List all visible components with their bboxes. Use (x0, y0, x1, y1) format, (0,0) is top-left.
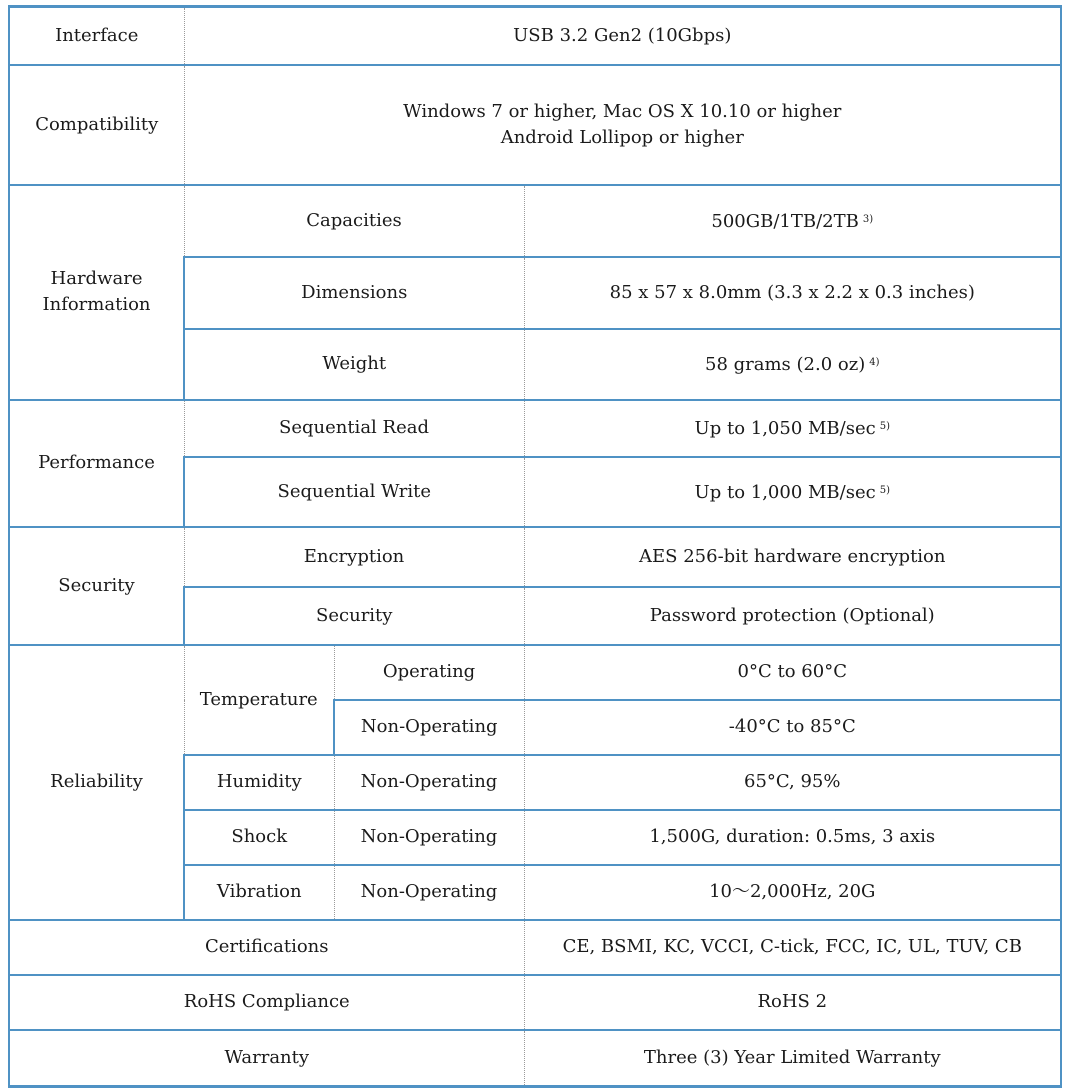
seq-read-text: Up to 1,050 MB/sec (694, 418, 876, 439)
weight-value (524, 329, 1061, 400)
spec-table (8, 5, 1062, 1088)
interface-label: Interface (9, 7, 184, 65)
seq-write-text: Up to 1,000 MB/sec (694, 481, 876, 503)
shock-value: 1,500G, duration: 0.5ms, 3 axis (524, 810, 1061, 865)
security-label: Security (9, 527, 184, 645)
vibration-value: 10～2,000Hz, 20G (524, 865, 1061, 920)
compatibility-value (184, 65, 1061, 185)
rohs-label: RoHS Compliance (9, 975, 524, 1030)
row-warranty (9, 1030, 1061, 1087)
reliability-label: Reliability (9, 645, 184, 920)
hardware-label-line-2: Information (42, 294, 151, 315)
humidity-label: Humidity (184, 755, 334, 810)
compatibility-line-2: Android Lollipop or higher (500, 126, 744, 148)
humidity-value: 65°C, 95% (524, 755, 1061, 810)
rohs-value: RoHS 2 (524, 975, 1061, 1030)
shock-condition: Non-Operating (334, 810, 524, 865)
seq-read-footnote: 5) (879, 421, 890, 432)
encryption-value: AES 256-bit hardware encryption (524, 527, 1061, 587)
security-sub-label: Security (184, 587, 524, 645)
humidity-condition: Non-Operating (334, 755, 524, 810)
vibration-label: Vibration (184, 865, 334, 920)
temp-non-operating-value: -40°C to 85°C (524, 700, 1061, 755)
dimensions-label: Dimensions (184, 257, 524, 329)
row-capacities (9, 185, 1061, 257)
compatibility-line-1: Windows 7 or higher, Mac OS X 10.10 or higher (403, 100, 842, 122)
row-encryption (9, 527, 1061, 587)
hardware-label (9, 185, 184, 400)
performance-label: Performance (9, 400, 184, 527)
capacities-value (524, 185, 1061, 257)
seq-write-label: Sequential Write (184, 457, 524, 527)
row-rohs (9, 975, 1061, 1030)
weight-footnote: 4) (869, 357, 880, 368)
vibration-condition: Non-Operating (334, 865, 524, 920)
seq-read-label: Sequential Read (184, 400, 524, 457)
shock-label: Shock (184, 810, 334, 865)
seq-write-footnote: 5) (879, 484, 890, 496)
hardware-label-line-1: Hardware (50, 268, 143, 289)
certifications-label: Certifications (9, 920, 524, 975)
row-interface (9, 7, 1061, 65)
certifications-value: CE, BSMI, KC, VCCI, C-tick, FCC, IC, UL, TUV, CB (524, 920, 1061, 975)
row-seq-read (9, 400, 1061, 457)
warranty-value: Three (3) Year Limited Warranty (524, 1030, 1061, 1087)
security-value: Password protection (Optional) (524, 587, 1061, 645)
interface-value: USB 3.2 Gen2 (10Gbps) (184, 7, 1061, 65)
row-certifications (9, 920, 1061, 975)
weight-label: Weight (184, 329, 524, 400)
seq-write-value (524, 457, 1061, 527)
warranty-label: Warranty (9, 1030, 524, 1087)
encryption-label: Encryption (184, 527, 524, 587)
capacities-text: 500GB/1TB/2TB (711, 210, 859, 232)
row-compatibility (9, 65, 1061, 185)
temp-non-operating-label: Non-Operating (334, 700, 524, 755)
row-temp-operating (9, 645, 1061, 700)
compatibility-label: Compatibility (9, 65, 184, 185)
weight-text: 58 grams (2.0 oz) (705, 354, 866, 375)
temp-operating-label: Operating (334, 645, 524, 700)
seq-read-value (524, 400, 1061, 457)
temp-operating-value: 0°C to 60°C (524, 645, 1061, 700)
capacities-footnote: 3) (862, 213, 874, 225)
temperature-label: Temperature (184, 645, 334, 755)
dimensions-value: 85 x 57 x 8.0mm (3.3 x 2.2 x 0.3 inches) (524, 257, 1061, 329)
capacities-label: Capacities (184, 185, 524, 257)
